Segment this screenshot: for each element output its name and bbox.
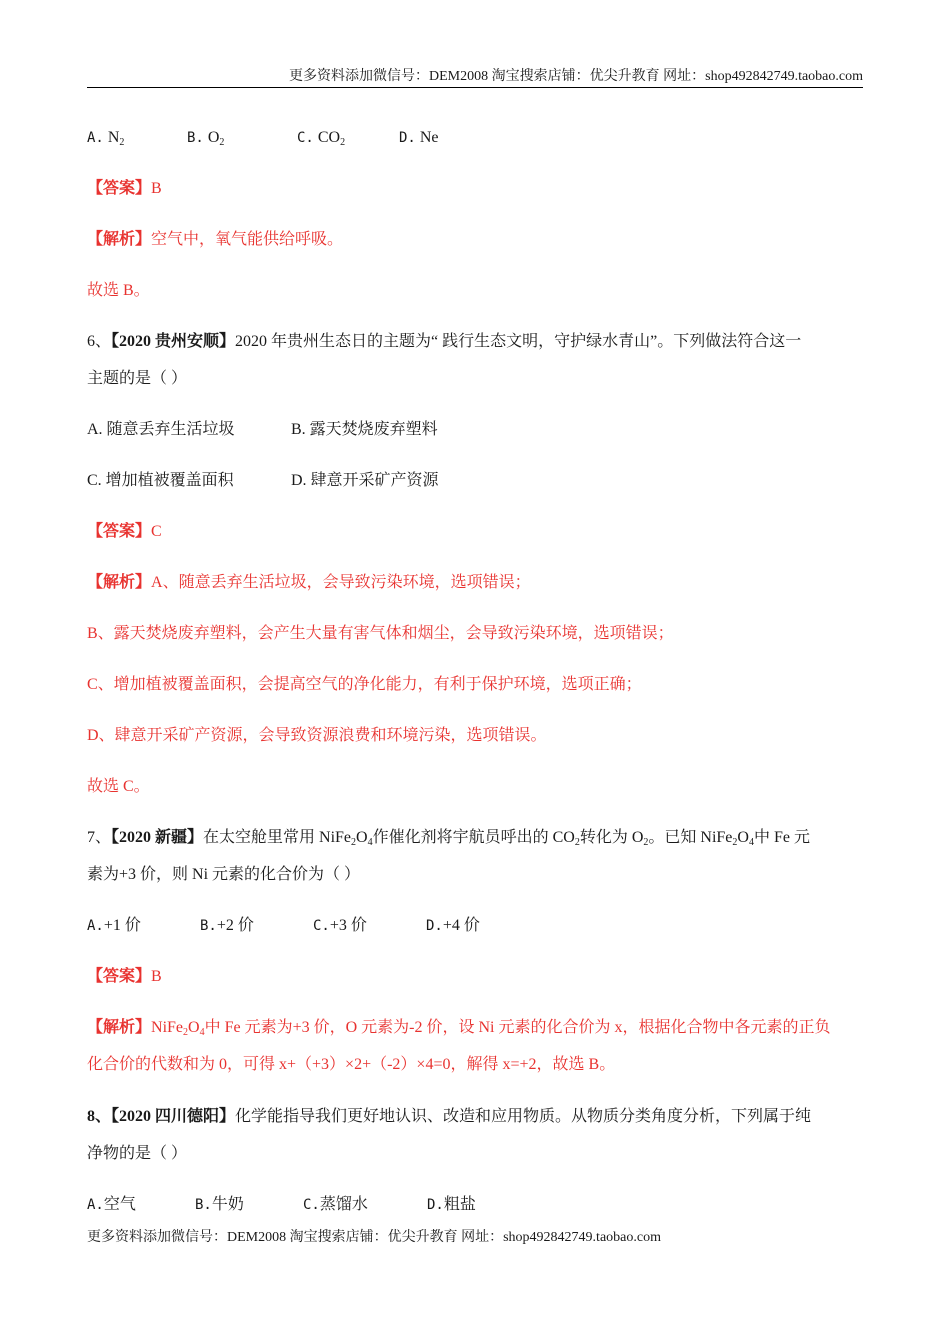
q7-analysis-line1: 【解析】$NiFe_2O_4$中 Fe 元素为+3 价，O 元素为-2 价，设 Ni 元素的化合价为 x，根据化合物中各元素的正负 <box>87 1019 831 1038</box>
q6-stem-line1: 6、【2020 贵州安顺】2020 年贵州生态日的主题为“ 践行生态文明，守护绿水青山”。下列做法符合这一 <box>87 333 802 350</box>
q6-conclusion: 故选 C。 <box>87 778 150 795</box>
q5-option-a: A. $N_2$ <box>87 129 125 148</box>
page-header: 更多资料添加微信号：DEM2008 淘宝搜索店铺：优尖升教育 网址：shop492842749.taobao.com <box>289 69 863 84</box>
q8-option-d: D.粗盐 <box>427 1196 476 1213</box>
q6-analysis-c: C、增加植被覆盖面积，会提高空气的净化能力，有利于保护环境，选项正确； <box>87 676 642 693</box>
q6-analysis-d: D、肆意开采矿产资源，会导致资源浪费和环境污染，选项错误。 <box>87 727 547 744</box>
q6-options-row2 <box>87 470 863 492</box>
q8-stem-line1: 8、【2020 四川德阳】化学能指导我们更好地认识、改造和应用物质。从物质分类角度分析，下列属于纯 <box>87 1108 812 1125</box>
page-footer: 更多资料添加微信号：DEM2008 淘宝搜索店铺：优尖升教育 网址：shop492842749.taobao.com <box>87 1230 661 1245</box>
q6-option-b: B. 露天焚烧废弃塑料 <box>291 421 438 438</box>
q7-option-d: D.+4 价 <box>426 917 480 934</box>
q8-options <box>87 1194 863 1216</box>
q6-options-row1 <box>87 419 863 441</box>
q8-option-b: B.牛奶 <box>195 1196 244 1213</box>
q6-option-a: A. 随意丢弃生活垃圾 <box>87 421 235 438</box>
q7-options <box>87 915 863 937</box>
q5-option-b: B. $O_2$ <box>187 129 225 148</box>
q5-option-d: D. Ne <box>399 129 439 146</box>
q7-stem-line1: 7、【2020 新疆】在太空舱里常用 $NiFe_2O_4$作催化剂将宇航员呼出的 $CO_2$转化为 $O_2$。已知 $NiFe_2O_4$中 Fe 元 <box>87 829 810 848</box>
q7-analysis-line2: 化合价的代数和为 0，可得 x+（+3）×2+（-2）×4=0，解得 x=+2，故选 B。 <box>87 1056 616 1073</box>
q7-stem-line2: 素为+3 价，则 Ni 元素的化合价为（ ） <box>87 866 361 883</box>
q7-option-b: B.+2 价 <box>200 917 254 934</box>
q8-stem-line2: 净物的是（ ） <box>87 1145 188 1162</box>
q7-answer: 【答案】B <box>87 968 162 985</box>
header-rule <box>87 87 863 88</box>
q7-option-c: C.+3 价 <box>313 917 367 934</box>
q5-answer: 【答案】B <box>87 180 162 197</box>
q6-analysis-b: B、露天焚烧废弃塑料，会产生大量有害气体和烟尘，会导致污染环境，选项错误； <box>87 625 674 642</box>
q5-option-c: C. $CO_2$ <box>297 129 346 148</box>
q8-option-a: A.空气 <box>87 1196 136 1213</box>
q8-option-c: C.蒸馏水 <box>303 1196 368 1213</box>
q5-analysis: 【解析】空气中，氧气能供给呼吸。 <box>87 231 344 248</box>
q7-option-a: A.+1 价 <box>87 917 141 934</box>
q6-option-d: D. 肆意开采矿产资源 <box>291 472 439 489</box>
q6-answer: 【答案】C <box>87 523 162 540</box>
q5-options <box>87 127 863 149</box>
q6-stem-line2: 主题的是（ ） <box>87 370 188 387</box>
q6-option-c: C. 增加植被覆盖面积 <box>87 472 234 489</box>
q6-analysis-a: 【解析】A、随意丢弃生活垃圾，会导致污染环境，选项错误； <box>87 574 531 591</box>
q5-conclusion: 故选 B。 <box>87 282 150 299</box>
